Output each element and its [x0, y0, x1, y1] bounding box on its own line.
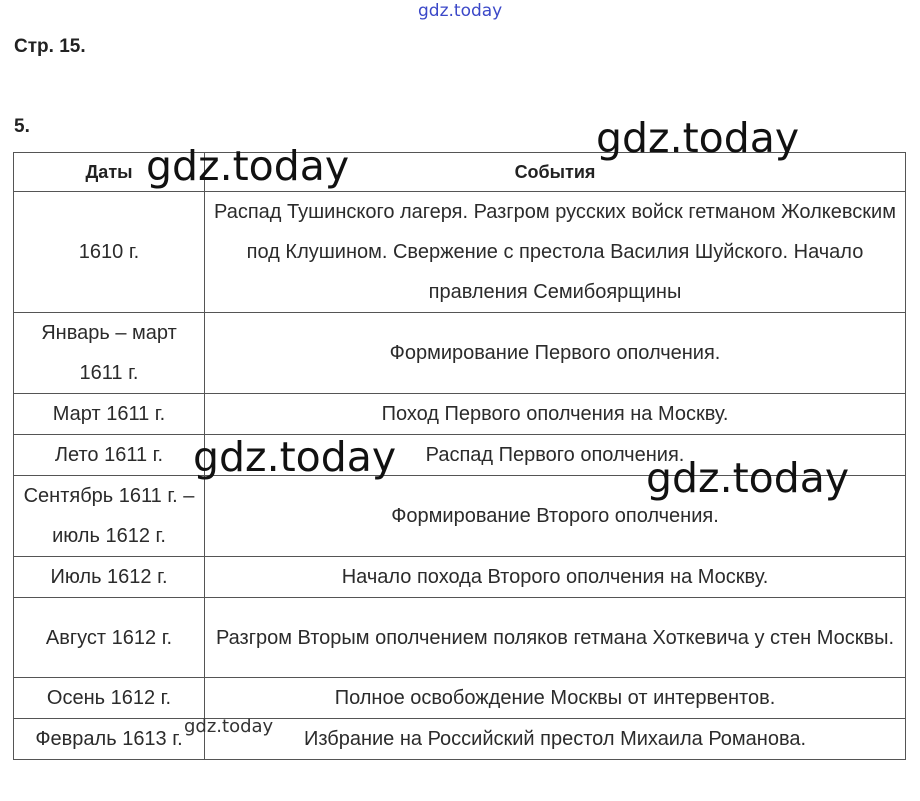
date-cell: Март 1611 г. — [14, 394, 205, 435]
table-row — [14, 192, 906, 313]
event-cell: Начало похода Второго ополчения на Москву. — [205, 557, 906, 598]
event-cell: Формирование Первого ополчения. — [205, 313, 906, 394]
date-cell: Январь – март 1611 г. — [14, 313, 205, 394]
event-cell: Поход Первого ополчения на Москву. — [205, 394, 906, 435]
watermark: gdz.today — [146, 142, 350, 190]
date-cell: 1610 г. — [14, 192, 205, 313]
table-row — [14, 678, 906, 719]
date-cell: Лето 1611 г. — [14, 435, 205, 476]
header-dates: Даты — [14, 153, 205, 192]
watermark: gdz.today — [184, 716, 274, 737]
event-cell: Полное освобождение Москвы от интервентов. — [205, 678, 906, 719]
page-reference: Стр. 15. — [14, 36, 86, 57]
watermark: gdz.today — [646, 454, 850, 502]
date-cell: Осень 1612 г. — [14, 678, 205, 719]
date-cell: Июль 1612 г. — [14, 557, 205, 598]
header-events: События — [205, 153, 906, 192]
event-cell: Распад Первого ополчения. — [205, 435, 906, 476]
table-row — [14, 598, 906, 678]
event-cell: Распад Тушинского лагеря. Разгром русских войск гетманом Жолкевским под Клушином. Свержение с престола Василия Шуйского. Начало правления Семибоярщины — [205, 192, 906, 313]
task-number: 5. — [14, 116, 30, 137]
event-cell: Избрание на Российский престол Михаила Романова. — [205, 719, 906, 760]
event-cell: Разгром Вторым ополчением поляков гетмана Хоткевича у стен Москвы. — [205, 598, 906, 678]
date-cell: Август 1612 г. — [14, 598, 205, 678]
watermark: gdz.today — [596, 114, 800, 162]
date-cell: Сентябрь 1611 г. – июль 1612 г. — [14, 476, 205, 557]
watermark: gdz.today — [193, 433, 397, 481]
event-cell: Формирование Второго ополчения. — [205, 476, 906, 557]
date-cell: Февраль 1613 г. — [14, 719, 205, 760]
table-row — [14, 394, 906, 435]
table-row — [14, 557, 906, 598]
table-row — [14, 313, 906, 394]
table-row — [14, 719, 906, 760]
watermark: gdz.today — [418, 1, 503, 21]
